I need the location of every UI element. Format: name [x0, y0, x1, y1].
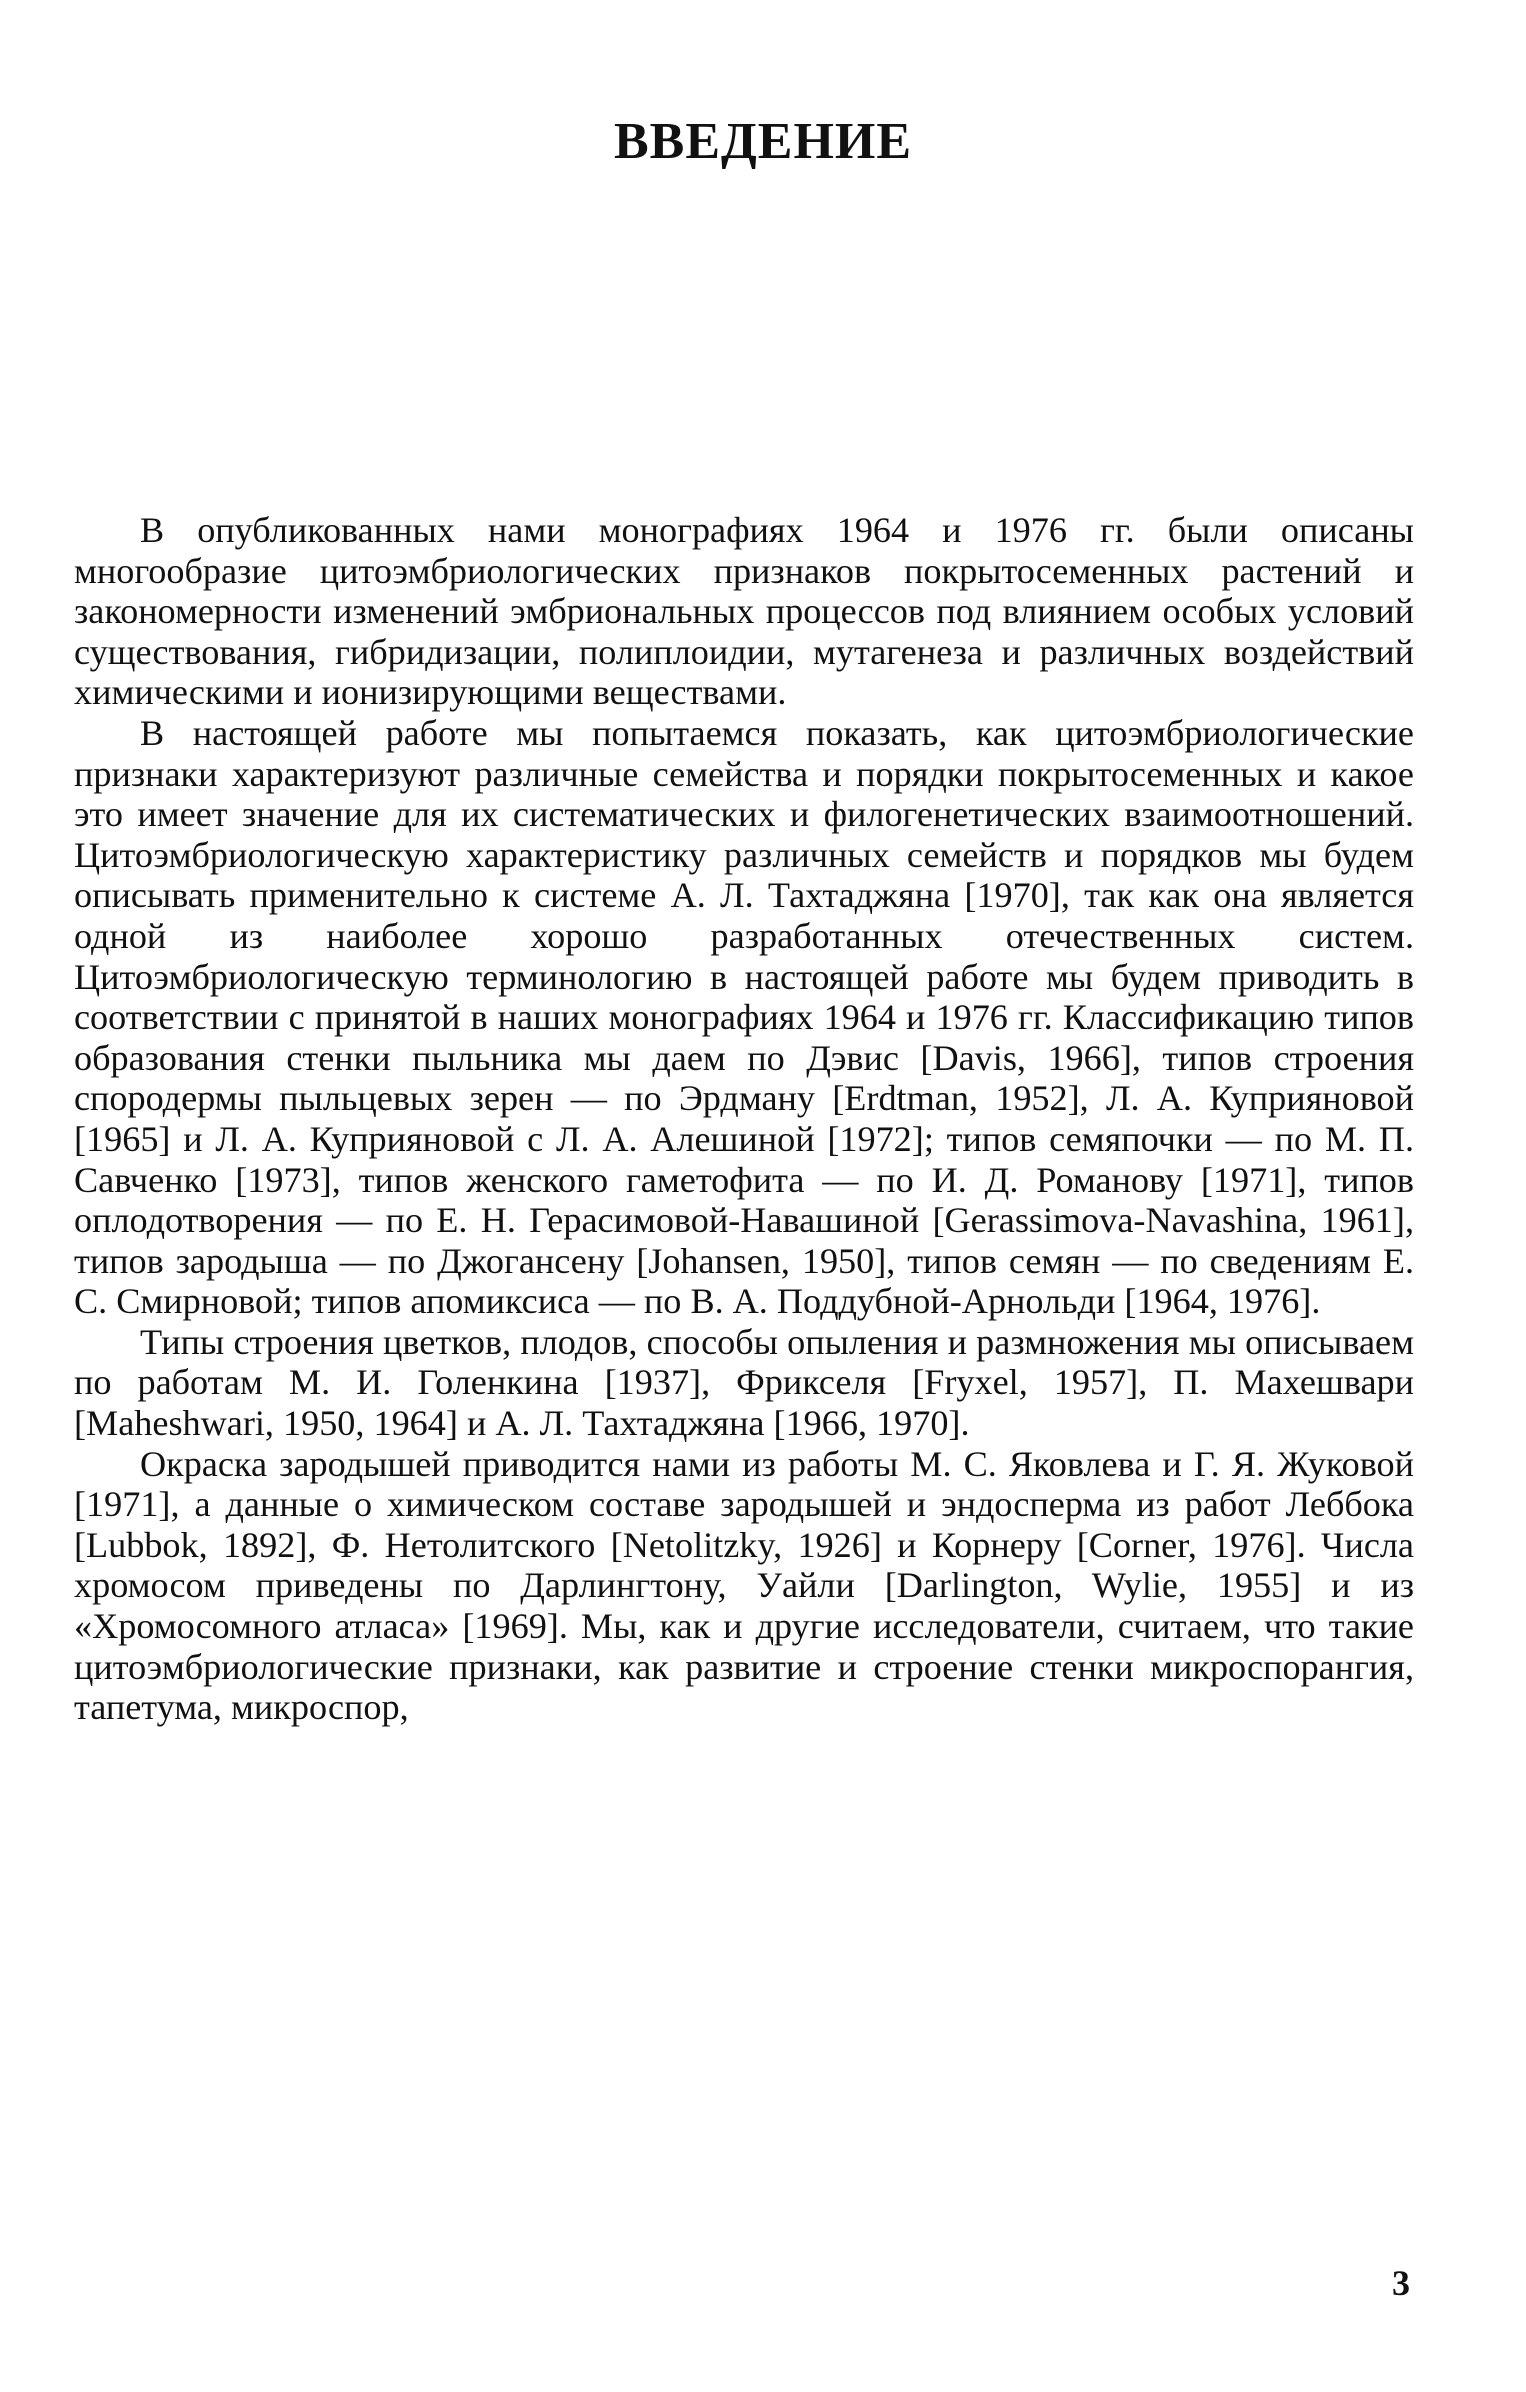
page-number: 3 — [1392, 2263, 1410, 2303]
paragraph-4: Окраска зародышей приводится нами из работы М. С. Яковлева и Г. Я. Жуковой [1971], а данные о химическом составе зародышей и эндосперма из работ Леббока [Lubbok, 1892], Ф. Нетолитского [Netolitzky, 1926] и Корнеру [Corner, 1976]. Числа хромосом приведены по Дарлингтону, Уайли [Darlington, Wylie, 1955] и из «Хромосомного атласа» [1969]. Мы, как и другие исследователи, считаем, что такие цитоэмбриологические признаки, как развитие и строение стенки микроспорангия, тапетума, микроспор, — [74, 1443, 1414, 1728]
page-title: ВВЕДЕНИЕ — [613, 113, 913, 170]
body-text — [74, 510, 1414, 1728]
paragraph-1: В опубликованных нами монографиях 1964 и 1976 гг. были описаны многообразие цитоэмбриологических признаков покрытосеменных растений и закономерности изменений эмбриональных процессов под влиянием особых условий существования, гибридизации, полиплоидии, мутагенеза и различных воздействий химическими и ионизирующими веществами. — [74, 510, 1414, 713]
paragraph-3: Типы строения цветков, плодов, способы опыления и размножения мы описываем по работам М. И. Голенкина [1937], Фрикселя [Fryxel, 1957], П. Махешвари [Maheshwari, 1950, 1964] и А. Л. Тахтаджяна [1966, 1970]. — [74, 1321, 1414, 1444]
paragraph-2: В настоящей работе мы попытаемся показать, как цитоэмбриологические признаки характеризуют различные семейства и порядки покрытосеменных и какое это имеет значение для их систематических и филогенетических взаимоотношений. Цитоэмбриологическую характеристику различных семейств и порядков мы будем описывать применительно к системе А. Л. Тахтаджяна [1970], так как она является одной из наиболее хорошо разработанных отечественных систем. Цитоэмбриологическую терминологию в настоящей работе мы будем приводить в соответствии с принятой в наших монографиях 1964 и 1976 гг. Классификацию типов образования стенки пыльника мы даем по Дэвис [Davis, 1966], типов строения спородермы пыльцевых зерен — по Эрдману [Erdtman, 1952], Л. А. Куприяновой [1965] и Л. А. Куприяновой с Л. А. Алешиной [1972]; типов семяпочки — по М. П. Савченко [1973], типов женского гаметофита — по И. Д. Романову [1971], типов оплодотворения — по Е. Н. Герасимовой-Навашиной [Gerassimova-Navashina, 1961], типов зародыша — по Джогансену [Johansen, 1950], типов семян — по сведениям Е. С. Смирновой; типов апомиксиса — по В. А. Поддубной-Арнольди [1964, 1976]. — [74, 712, 1414, 1322]
